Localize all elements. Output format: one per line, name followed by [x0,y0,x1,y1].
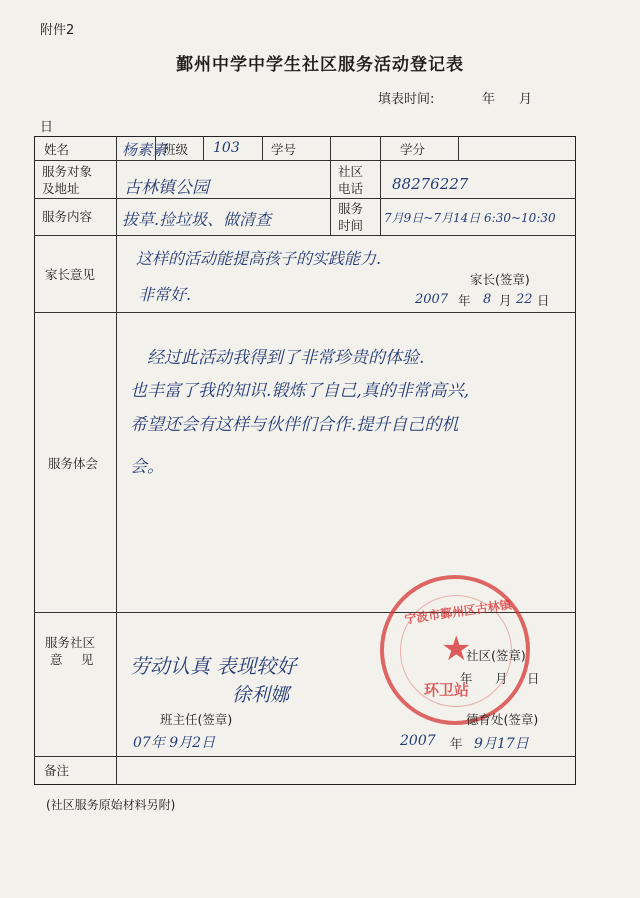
experience-line: 也丰富了我的知识.锻炼了自己,真的非常高兴, [130,381,470,401]
teacher-sign-label: 班主任(签章) [160,712,233,727]
parent-date-day-label: 日 [537,293,550,308]
name-label: 姓名 [44,142,70,157]
fill-year-label: 年 [482,92,496,107]
experience-line: 会。 [130,457,164,477]
parent-date-month: 8 [483,292,492,307]
service-time-label: 服务 [338,201,364,216]
community-phone-label: 社区 [338,164,364,179]
parent-comment-line: 非常好. [138,285,192,304]
teacher-signature: 徐利娜 [232,684,290,706]
credit-label: 学分 [400,142,426,157]
parent-date-year-label: 年 [458,293,471,308]
fill-day-label: 日 [40,120,54,135]
column-divider [116,136,117,785]
parent-date-month-label: 月 [499,293,512,308]
column-divider [330,136,331,235]
experience-label: 服务体会 [48,456,99,471]
moral-office-year-label: 年 [450,736,463,751]
service-content-value: 拔草.捡垃圾、做清查 [122,210,272,229]
attachment-label: 附件2 [40,23,75,38]
stamp-bottom-text: 环卫站 [424,681,470,699]
column-divider [380,136,381,235]
fill-month-label: 月 [519,92,533,107]
service-target-value: 古林镇公园 [124,178,209,198]
column-divider [262,136,263,160]
parent-comment-line: 这样的活动能提高孩子的实践能力. [136,249,382,268]
student-no-label: 学号 [271,142,297,157]
community-opinion-label: 服务社区 [45,635,96,650]
name-value: 杨素素 [122,141,168,159]
service-time-label: 时间 [338,218,364,233]
moral-office-sign-label: 德育处(签章) [466,712,539,727]
parent-date-year: 2007 [415,292,449,307]
service-target-label: 及地址 [42,181,80,196]
stamp-text: 宁波市鄞州区古林镇 [403,597,513,627]
footer-note: (社区服务原始材料另附) [46,798,176,812]
class-label: 班级 [163,142,189,157]
remarks-label: 备注 [44,763,70,778]
community-phone-value: 88276227 [392,175,469,193]
experience-line: 经过此活动我得到了非常珍贵的体验. [147,348,425,368]
community-comment: 劳动认真 表现较好 [130,654,297,678]
community-opinion-label: 意 见 [50,652,97,667]
parent-sign-label: 家长(签章) [470,272,530,287]
fill-time-label: 填表时间: [378,92,435,107]
moral-office-date-rest: 9月17日 [474,736,529,752]
parent-opinion-label: 家长意见 [45,267,96,282]
teacher-date: 07年 9月2日 [133,735,216,751]
community-month-label: 月 [495,671,508,686]
service-time-value: 7月9日~7月14日 6:30~10:30 [384,211,556,225]
community-phone-label: 电话 [338,181,364,196]
form-title: 鄞州中学中学生社区服务活动登记表 [176,55,464,75]
parent-date-day: 22 [516,292,533,307]
column-divider [458,136,459,160]
class-value: 103 [213,140,240,156]
service-content-label: 服务内容 [42,209,93,224]
service-target-label: 服务对象 [42,164,93,179]
community-year-label: 年 [460,671,473,686]
star-icon: ★ [441,629,472,669]
moral-office-date-year: 2007 [400,733,436,749]
community-day-label: 日 [527,671,540,686]
column-divider [203,136,204,160]
community-sign-label: 社区(签章) [466,648,526,663]
experience-line: 希望还会有这样与伙伴们合作.提升自己的机 [130,415,459,435]
